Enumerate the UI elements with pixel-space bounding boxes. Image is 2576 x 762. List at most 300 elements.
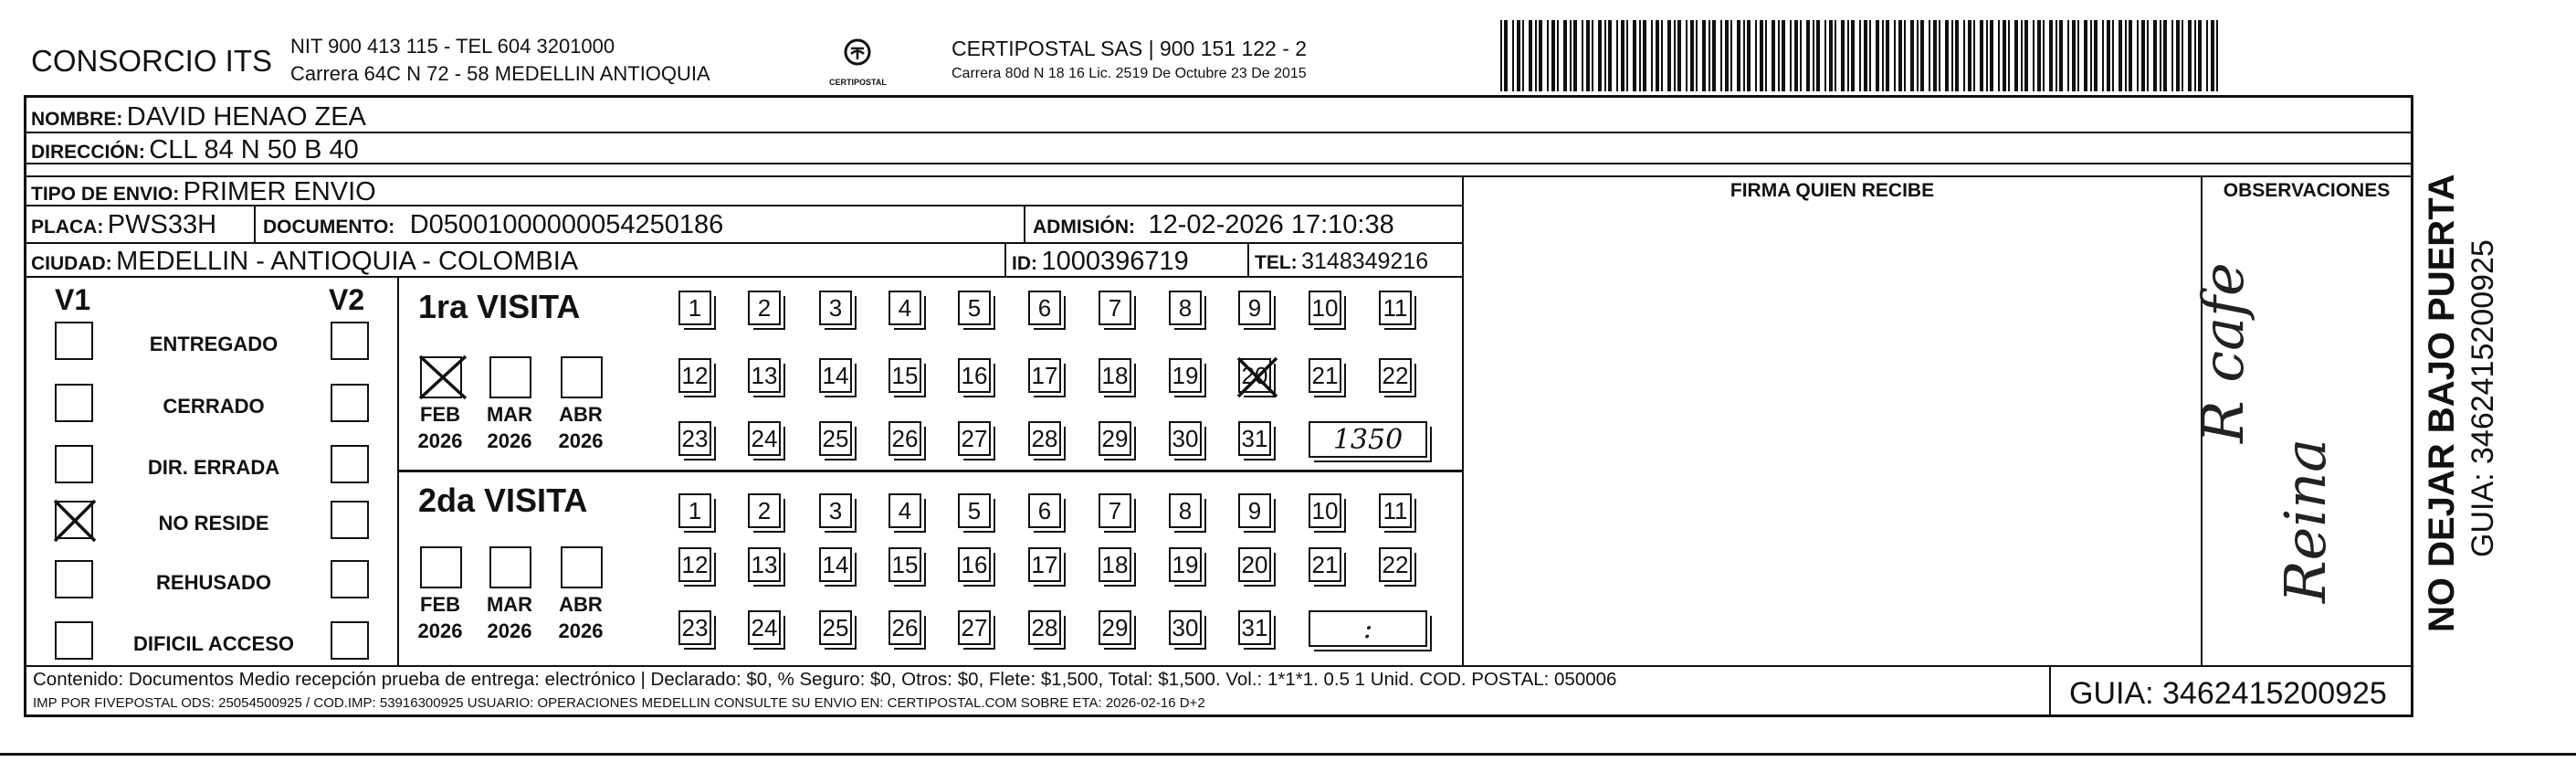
v2-header: V2 xyxy=(329,283,365,316)
day-box[interactable] xyxy=(1028,421,1061,456)
day-number: 12 xyxy=(681,550,709,578)
day-number: 28 xyxy=(1031,613,1058,641)
day-number: 30 xyxy=(1172,613,1199,641)
day-box[interactable] xyxy=(958,547,991,582)
month-label: ABR 2026 xyxy=(558,403,604,452)
day-box[interactable] xyxy=(1028,358,1061,393)
day-box[interactable] xyxy=(1099,610,1131,645)
day-box[interactable] xyxy=(958,358,991,393)
barcode-bar xyxy=(1755,20,1757,91)
barcode-bar xyxy=(2119,20,2122,91)
day-number: 9 xyxy=(1247,293,1262,322)
rule xyxy=(2411,95,2413,716)
day-number: 16 xyxy=(961,361,988,389)
company-name: CONSORCIO ITS xyxy=(31,44,273,78)
barcode-bar xyxy=(1824,20,1826,91)
visit1-title: 1ra VISITA xyxy=(418,288,581,325)
day-box[interactable] xyxy=(748,421,781,456)
day-box[interactable] xyxy=(958,421,991,456)
day-box[interactable] xyxy=(1169,547,1202,582)
barcode-bar xyxy=(2163,20,2167,91)
day-box[interactable] xyxy=(1169,421,1202,456)
day-number: 31 xyxy=(1241,613,1268,641)
no-dejar-bajo-puerta: NO DEJAR BAJO PUERTA xyxy=(2422,174,2462,632)
barcode-bar xyxy=(1973,20,1975,91)
barcode-bar xyxy=(1539,20,1542,91)
barcode-bar xyxy=(1829,20,1833,91)
day-box[interactable] xyxy=(1238,421,1271,456)
barcode-bar xyxy=(2067,20,2069,91)
barcode-bar xyxy=(2137,20,2139,91)
barcode-bar xyxy=(1882,20,1884,91)
day-box[interactable] xyxy=(1379,547,1412,582)
barcode-bar xyxy=(1633,20,1636,91)
barcode-bar xyxy=(1702,20,1706,91)
day-box[interactable] xyxy=(1028,291,1061,325)
day-box[interactable] xyxy=(678,547,711,582)
barcode-bar xyxy=(2125,20,2127,91)
day-box[interactable] xyxy=(1099,358,1131,393)
barcode-bar xyxy=(1772,20,1775,91)
admision-field xyxy=(1033,212,1394,238)
barcode-bar xyxy=(2021,20,2023,91)
rule xyxy=(24,714,2413,717)
barcode-bar xyxy=(2171,20,2173,91)
day-number: 13 xyxy=(751,550,778,578)
direccion-field xyxy=(31,137,359,164)
day-number: 27 xyxy=(961,424,988,452)
month-checkbox[interactable] xyxy=(420,356,462,398)
barcode-bar xyxy=(1656,20,1659,91)
day-number: 17 xyxy=(1031,550,1058,578)
day-box[interactable] xyxy=(1169,358,1202,393)
day-box[interactable] xyxy=(678,291,711,325)
day-number: 10 xyxy=(1311,496,1339,524)
barcode-bar xyxy=(1517,20,1520,91)
day-box[interactable] xyxy=(888,493,921,528)
barcode-bar xyxy=(1886,20,1889,91)
barcode-bar xyxy=(1968,20,1971,91)
barcode-bar xyxy=(1800,20,1802,91)
time-box[interactable] xyxy=(1309,421,1427,458)
barcode-bar xyxy=(1790,20,1792,91)
day-number: 8 xyxy=(1178,293,1193,322)
ciudad-value: MEDELLIN - ANTIOQUIA - COLOMBIA xyxy=(116,247,579,276)
barcode-bar xyxy=(1980,20,1983,91)
day-box[interactable] xyxy=(678,421,711,456)
barcode-bar xyxy=(2160,20,2161,91)
status-label: DIR. ERRADA xyxy=(147,456,280,479)
day-number: 21 xyxy=(1311,361,1339,389)
barcode-bar xyxy=(1864,20,1867,91)
barcode-bar xyxy=(1557,20,1559,91)
day-number: 8 xyxy=(1178,496,1193,524)
day-box[interactable] xyxy=(1379,493,1412,528)
day-box[interactable] xyxy=(1169,493,1202,528)
barcode-bars xyxy=(1500,20,2218,91)
barcode-bar xyxy=(1743,20,1745,91)
tipo-envio-value: PRIMER ENVIO xyxy=(183,177,376,206)
day-box[interactable] xyxy=(1309,547,1341,582)
barcode-bar xyxy=(2198,20,2202,91)
v2-checkbox[interactable] xyxy=(331,384,369,422)
firma-header: FIRMA QUIEN RECIBE xyxy=(1730,180,1935,201)
barcode-bar xyxy=(1917,20,1919,91)
month-label: MAR 2026 xyxy=(486,403,533,452)
day-number: 23 xyxy=(681,613,709,641)
day-number: 7 xyxy=(1108,293,1122,322)
month-checkbox[interactable] xyxy=(561,356,603,398)
day-number: 25 xyxy=(822,424,849,452)
barcode-bar xyxy=(1547,20,1549,91)
day-box[interactable] xyxy=(678,358,711,393)
day-number: 2 xyxy=(757,496,772,524)
day-box[interactable] xyxy=(748,291,781,325)
v1-checkbox[interactable] xyxy=(55,445,93,483)
v2-checkbox[interactable] xyxy=(331,445,369,483)
barcode-bar xyxy=(2153,20,2157,91)
barcode-bar xyxy=(1929,20,1930,91)
barcode-bar xyxy=(1586,20,1590,91)
day-number: 6 xyxy=(1037,293,1052,322)
day-number: 16 xyxy=(961,550,988,578)
day-number: 4 xyxy=(898,293,912,322)
day-number: 15 xyxy=(891,550,919,578)
barcode-bar xyxy=(2033,20,2035,91)
barcode-bar xyxy=(2043,20,2045,91)
barcode-bar xyxy=(1841,20,1845,91)
day-number: 3 xyxy=(828,496,843,524)
day-number: 24 xyxy=(751,613,778,641)
day-number: 18 xyxy=(1101,361,1129,389)
v1-checkbox[interactable] xyxy=(55,621,93,660)
day-box[interactable] xyxy=(819,547,852,582)
day-box[interactable] xyxy=(888,547,921,582)
tel-field xyxy=(1255,250,1428,273)
v1-checkbox[interactable] xyxy=(55,501,93,539)
v1-checkbox[interactable] xyxy=(55,384,93,422)
day-box[interactable] xyxy=(1028,547,1061,582)
barcode-bar xyxy=(1563,20,1567,91)
barcode-bar xyxy=(1677,20,1681,91)
month-label: MAR 2026 xyxy=(486,593,533,642)
v2-checkbox[interactable] xyxy=(331,501,369,539)
tel-value: 3148349216 xyxy=(1301,249,1429,274)
tipo-envio-field xyxy=(31,179,376,206)
barcode-bar xyxy=(1939,20,1940,91)
barcode-bar xyxy=(2194,20,2196,91)
day-number: 21 xyxy=(1311,550,1339,578)
admision-label: ADMISIÓN: xyxy=(1033,217,1135,238)
day-number: 26 xyxy=(891,613,919,641)
day-box[interactable] xyxy=(819,358,852,393)
day-number: 22 xyxy=(1382,361,1409,389)
day-box[interactable] xyxy=(1099,547,1131,582)
barcode-bar xyxy=(1674,20,1676,91)
barcode-bar xyxy=(1986,20,1988,91)
barcode-bar xyxy=(1500,20,1502,91)
day-number: 11 xyxy=(1383,496,1408,524)
day-number: 20 xyxy=(1241,361,1268,389)
nombre-field xyxy=(31,104,366,131)
rule xyxy=(0,753,2576,756)
day-number: 23 xyxy=(681,424,709,452)
status-label: NO RESIDE xyxy=(158,512,269,534)
day-box[interactable] xyxy=(1379,291,1412,325)
barcode-bar xyxy=(2206,20,2208,91)
month-checkbox[interactable] xyxy=(489,546,531,588)
day-number: 25 xyxy=(822,613,849,641)
day-box[interactable] xyxy=(888,358,921,393)
barcode-bar xyxy=(2129,20,2132,91)
barcode-bar xyxy=(1651,20,1653,91)
day-number: 6 xyxy=(1037,496,1052,524)
v1-header: V1 xyxy=(55,283,91,316)
barcode-bar xyxy=(1955,20,1959,91)
barcode-bar xyxy=(1816,20,1820,91)
barcode-bar xyxy=(1794,20,1798,91)
day-number: 5 xyxy=(967,496,982,524)
day-box[interactable] xyxy=(1309,493,1341,528)
month-label: FEB 2026 xyxy=(417,593,463,642)
day-box[interactable] xyxy=(1169,610,1202,645)
barcode-bar xyxy=(1933,20,1937,91)
documento-field xyxy=(263,212,723,238)
day-box[interactable] xyxy=(748,610,781,645)
day-box[interactable] xyxy=(1099,421,1131,456)
tel-label: TEL: xyxy=(1255,252,1298,273)
day-box[interactable] xyxy=(678,610,711,645)
day-box[interactable] xyxy=(1028,493,1061,528)
day-number: 19 xyxy=(1172,550,1199,578)
day-box[interactable] xyxy=(819,291,852,325)
barcode-bar xyxy=(1604,20,1606,91)
barcode-bar xyxy=(1686,20,1688,91)
certipostal-logo-icon xyxy=(829,37,886,73)
day-box[interactable] xyxy=(678,493,711,528)
barcode-bar xyxy=(1765,20,1767,91)
v2-checkbox[interactable] xyxy=(331,322,369,360)
day-number: 2 xyxy=(757,293,772,322)
barcode-bar xyxy=(2003,20,2006,91)
barcode-bar xyxy=(2084,20,2087,91)
footer-line-2: IMP POR FIVEPOSTAL ODS: 25054500925 / COD.IMP: 53916300925 USUARIO: OPERACIONES MEDELLIN CONSULTE SU ENVIO EN: CERTIPOSTAL.COM SOBRE ETA: 2026-02-16 D+2 xyxy=(33,695,1205,711)
barcode-bar xyxy=(2049,20,2053,91)
observation-line-1: R cafe xyxy=(2190,262,2256,443)
barcode-bar xyxy=(2107,20,2110,91)
day-box[interactable] xyxy=(819,493,852,528)
barcode-bar xyxy=(1813,20,1814,91)
barcode-bar xyxy=(1859,20,1861,91)
barcode-bar xyxy=(1667,20,1671,91)
day-box[interactable] xyxy=(819,421,852,456)
observation-line-2: Reina xyxy=(2272,438,2339,603)
day-box[interactable] xyxy=(1379,358,1412,393)
day-box[interactable] xyxy=(1309,358,1341,393)
check-mark-icon xyxy=(53,499,97,543)
day-box[interactable] xyxy=(958,291,991,325)
day-number: 14 xyxy=(822,361,849,389)
day-box[interactable] xyxy=(1028,610,1061,645)
day-box[interactable] xyxy=(748,358,781,393)
day-box[interactable] xyxy=(958,610,991,645)
day-box[interactable] xyxy=(1238,291,1271,325)
day-box[interactable] xyxy=(958,493,991,528)
day-box[interactable] xyxy=(1238,547,1271,582)
barcode-bar xyxy=(1709,20,1710,91)
rule xyxy=(24,95,2411,98)
barcode-bar xyxy=(1876,20,1879,91)
barcode-bar xyxy=(1529,20,1532,91)
id-value: 1000396719 xyxy=(1041,247,1189,276)
v1-checkbox[interactable] xyxy=(55,560,93,598)
barcode-bar xyxy=(1621,20,1624,91)
day-box[interactable] xyxy=(1099,291,1131,325)
barcode-bar xyxy=(1535,20,1537,91)
rule xyxy=(24,95,26,716)
barcode-bar xyxy=(2024,20,2028,91)
barcode-bar xyxy=(1920,20,1924,91)
status-label: DIFICIL ACCESO xyxy=(132,632,294,655)
day-box[interactable] xyxy=(1099,493,1131,528)
barcode-bar xyxy=(2182,20,2183,91)
barcode-bar xyxy=(2008,20,2010,91)
day-number: 3 xyxy=(828,293,843,322)
day-number: 5 xyxy=(967,293,982,322)
barcode-bar xyxy=(2216,20,2218,91)
day-box[interactable] xyxy=(888,610,921,645)
barcode-bar xyxy=(1720,20,1722,91)
barcode-bar xyxy=(2211,20,2214,91)
barcode-bar xyxy=(1963,20,1965,91)
barcode-bar xyxy=(2056,20,2057,91)
day-box[interactable] xyxy=(1169,291,1202,325)
carrier-name: CERTIPOSTAL SAS | 900 151 122 - 2 xyxy=(952,37,1308,60)
barcode-bar xyxy=(1998,20,2000,91)
time-value: 1350 xyxy=(1332,423,1404,456)
barcode xyxy=(1500,20,2228,91)
certipostal-logo xyxy=(829,37,886,88)
barcode-bar xyxy=(1951,20,1953,91)
barcode-bar xyxy=(1806,20,1810,91)
month-label: ABR 2026 xyxy=(558,593,604,642)
placa-label: PLACA: xyxy=(31,217,104,238)
side-guia: GUIA: 3462415200925 xyxy=(2466,239,2500,557)
day-number: 14 xyxy=(822,550,849,578)
barcode-bar xyxy=(2094,20,2098,91)
barcode-bar xyxy=(2147,20,2149,91)
logo-text: CERTIPOSTAL xyxy=(829,78,887,87)
barcode-bar xyxy=(1898,20,1902,91)
barcode-bar xyxy=(2176,20,2180,91)
day-number: 13 xyxy=(751,361,778,389)
day-box[interactable] xyxy=(1238,358,1271,393)
barcode-bar xyxy=(2077,20,2079,91)
day-box[interactable] xyxy=(748,547,781,582)
barcode-bar xyxy=(1592,20,1593,91)
barcode-bar xyxy=(1725,20,1729,91)
documento-label: DOCUMENTO: xyxy=(263,217,395,238)
admision-value: 12-02-2026 17:10:38 xyxy=(1148,210,1394,239)
barcode-bar xyxy=(2112,20,2114,91)
status-label: REHUSADO xyxy=(156,571,271,594)
footer-line-1: Contenido: Documentos Medio recepción prueba de entrega: electrónico | Declarado: $0, % Seguro: $0, Otros: $0, Flete: $1,500, Total: $1,500. Vol.: 1*1*1. 0.5 1 Unid. COD. POSTAL: 050006 xyxy=(33,669,1617,690)
day-number: 11 xyxy=(1383,293,1408,322)
v2-checkbox[interactable] xyxy=(331,560,369,598)
barcode-bar xyxy=(1869,20,1871,91)
day-box[interactable] xyxy=(1309,291,1341,325)
day-number: 15 xyxy=(891,361,919,389)
day-number: 17 xyxy=(1031,361,1058,389)
day-number: 9 xyxy=(1247,496,1262,524)
observaciones-header: OBSERVACIONES xyxy=(2223,180,2391,201)
day-number: 18 xyxy=(1101,550,1129,578)
barcode-bar xyxy=(1760,20,1763,91)
day-box[interactable] xyxy=(1238,610,1271,645)
day-box[interactable] xyxy=(888,421,921,456)
day-number: 30 xyxy=(1172,424,1199,452)
placa-value: PWS33H xyxy=(107,210,217,239)
barcode-bar xyxy=(1894,20,1896,91)
status-label: CERRADO xyxy=(163,395,265,418)
barcode-bar xyxy=(1696,20,1698,91)
barcode-bar xyxy=(2141,20,2145,91)
direccion-label: DIRECCIÓN: xyxy=(31,142,145,163)
time-box[interactable] xyxy=(1309,610,1427,647)
barcode-bar xyxy=(1512,20,1514,91)
barcode-bar xyxy=(1690,20,1694,91)
day-number: 12 xyxy=(681,361,709,389)
company-nit-tel: NIT 900 413 115 - TEL 604 3201000 xyxy=(290,35,615,58)
day-box[interactable] xyxy=(888,291,921,325)
barcode-bar xyxy=(1616,20,1618,91)
day-number: 29 xyxy=(1101,424,1129,452)
nombre-label: NOMBRE: xyxy=(31,109,123,130)
check-mark-icon xyxy=(418,355,468,400)
barcode-bar xyxy=(2102,20,2104,91)
day-number: 28 xyxy=(1031,424,1058,452)
day-number: 22 xyxy=(1382,550,1409,578)
barcode-bar xyxy=(1990,20,1993,91)
day-box[interactable] xyxy=(748,493,781,528)
day-number: 7 xyxy=(1108,496,1122,524)
ciudad-label: CIUDAD: xyxy=(31,253,112,274)
barcode-bar xyxy=(1747,20,1751,91)
day-box[interactable] xyxy=(1238,493,1271,528)
barcode-bar xyxy=(1782,20,1785,91)
v2-checkbox[interactable] xyxy=(331,621,369,660)
barcode-bar xyxy=(2059,20,2063,91)
barcode-bar xyxy=(1570,20,1572,91)
day-box[interactable] xyxy=(819,610,852,645)
month-checkbox[interactable] xyxy=(420,546,462,588)
status-label: ENTREGADO xyxy=(149,333,279,355)
day-number: 27 xyxy=(961,613,988,641)
footer-guia: GUIA: 3462415200925 xyxy=(2069,676,2387,711)
barcode-bar xyxy=(1639,20,1641,91)
barcode-bar xyxy=(2014,20,2018,91)
month-checkbox[interactable] xyxy=(489,356,531,398)
day-number: 20 xyxy=(1241,550,1268,578)
barcode-bar xyxy=(1582,20,1583,91)
v1-checkbox[interactable] xyxy=(55,322,93,360)
placa-field xyxy=(31,212,216,238)
month-checkbox[interactable] xyxy=(561,546,603,588)
day-number: 1 xyxy=(688,293,702,322)
ciudad-field xyxy=(31,249,578,275)
day-number: 31 xyxy=(1241,424,1268,452)
barcode-bar xyxy=(1598,20,1602,91)
